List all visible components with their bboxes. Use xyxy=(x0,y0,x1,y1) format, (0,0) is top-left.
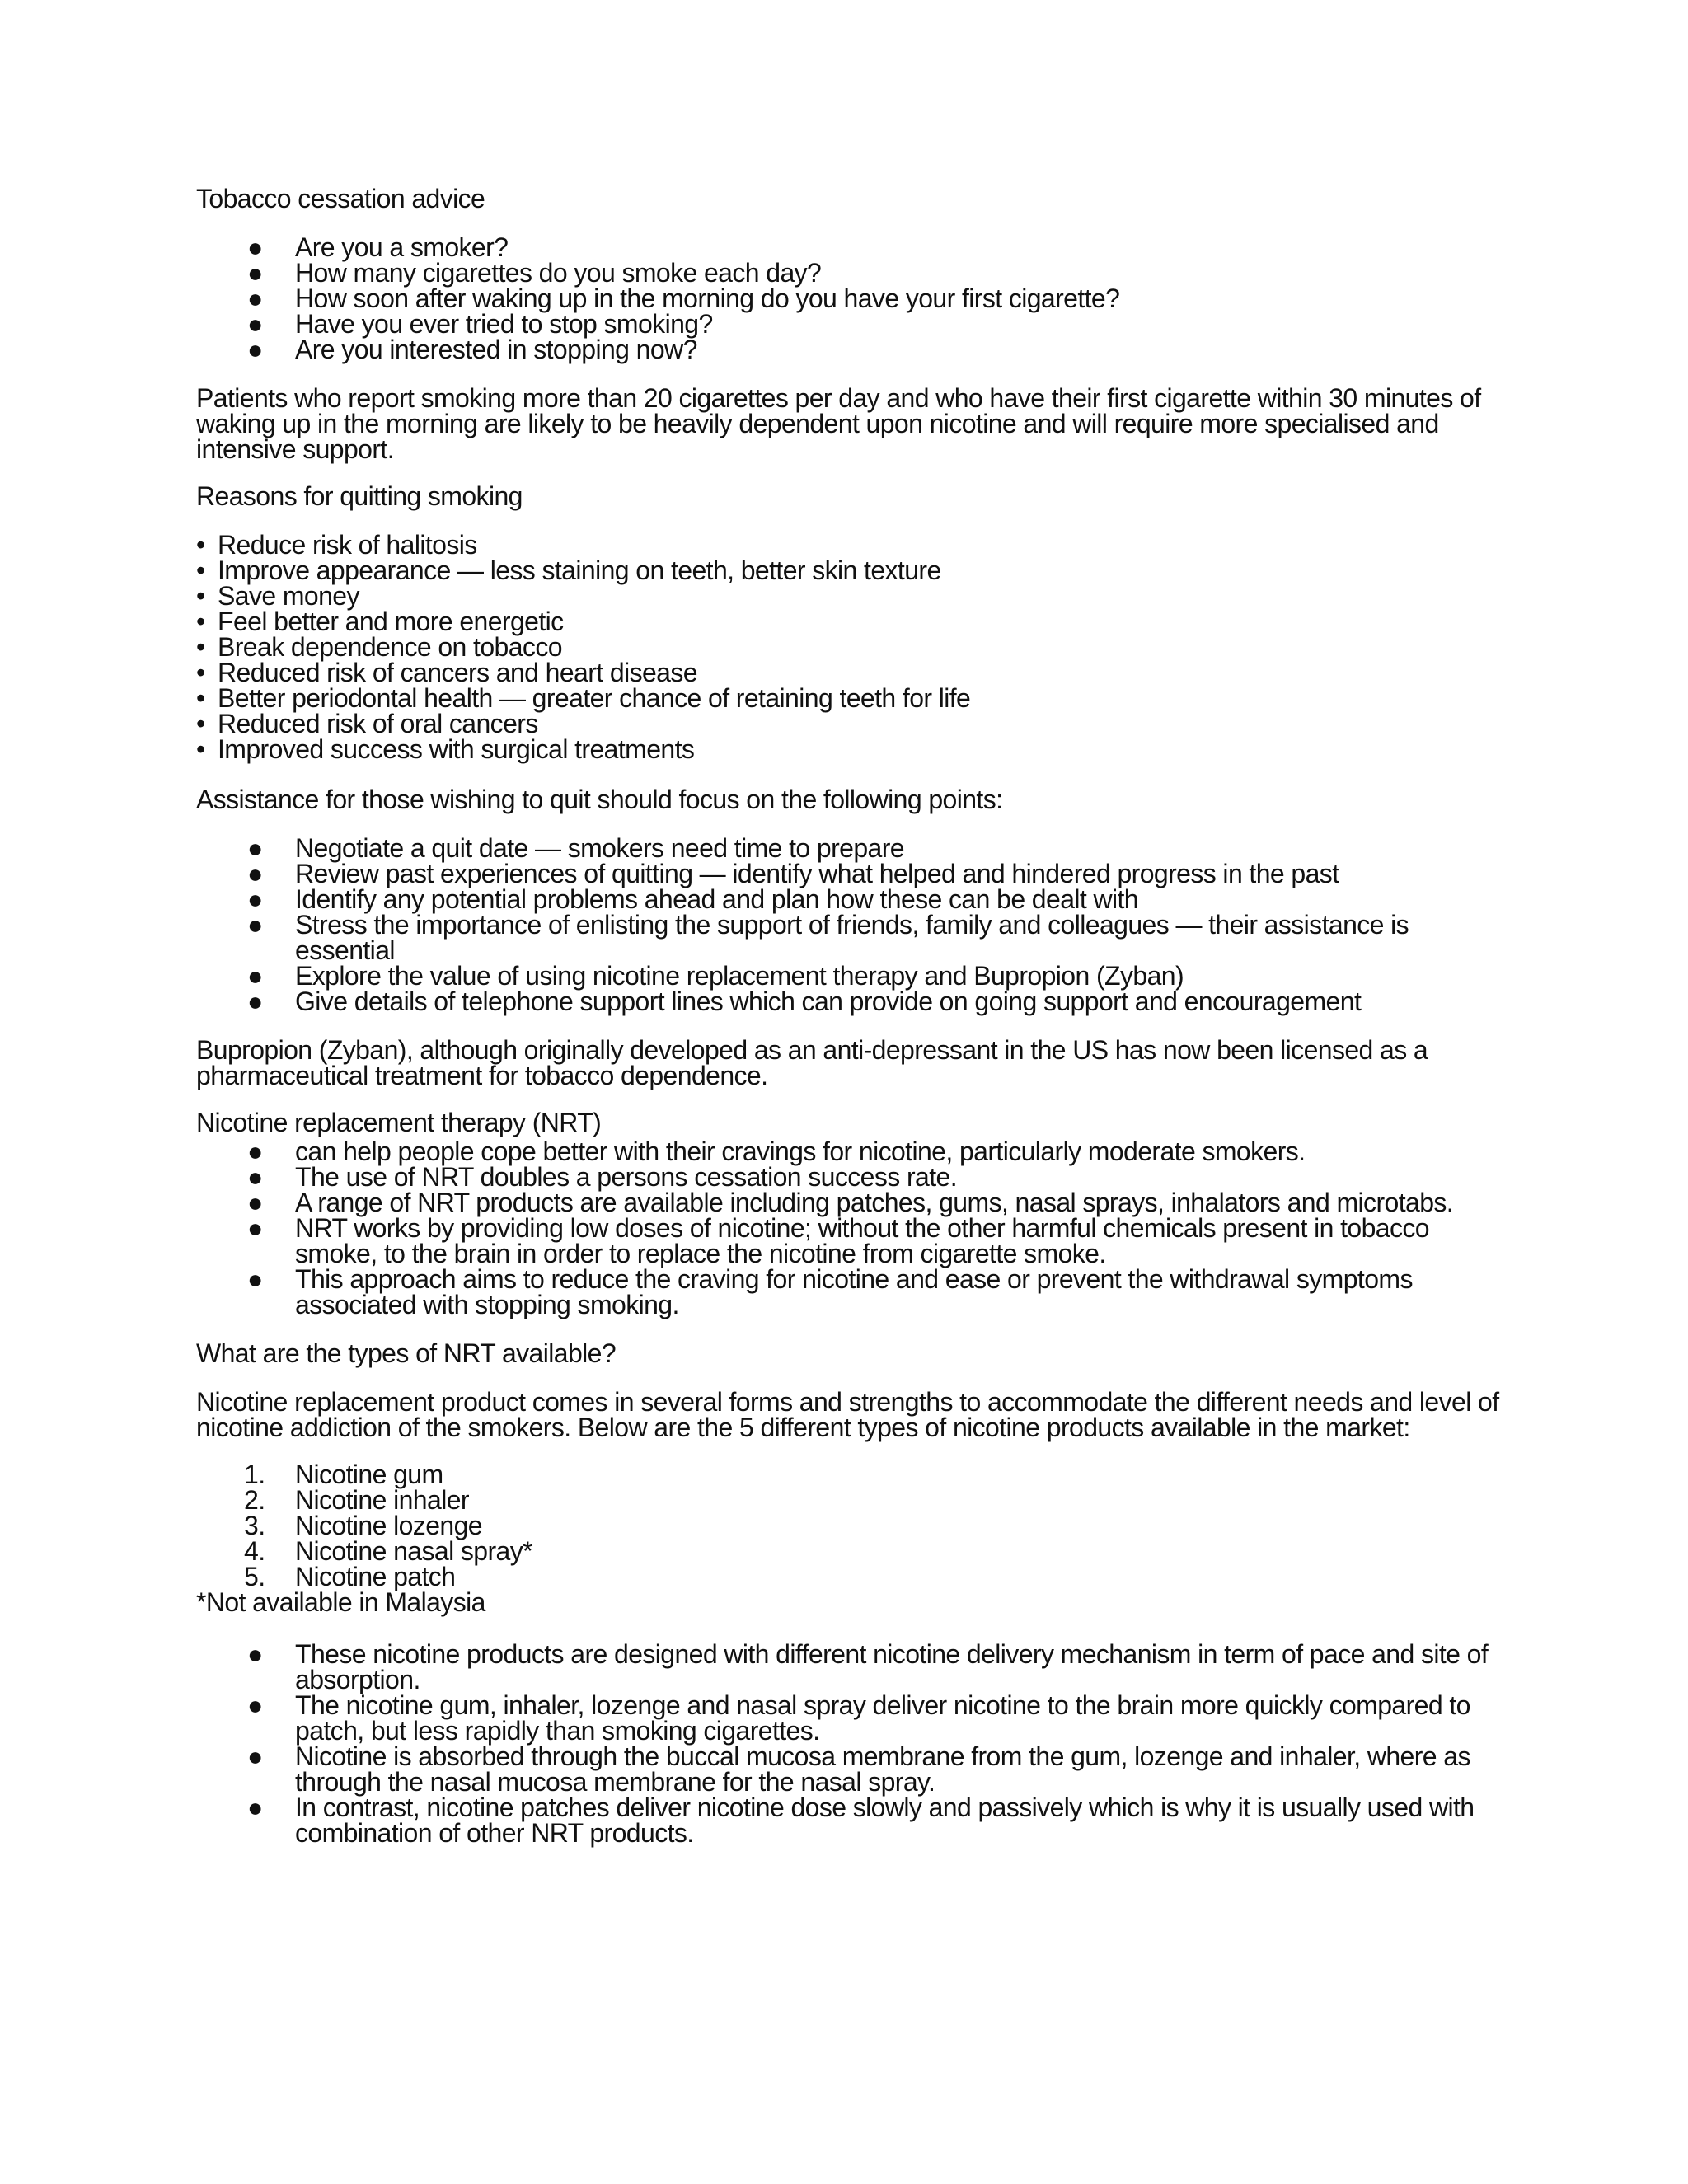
list-item: • Improved success with surgical treatments xyxy=(196,734,695,764)
types-paragraph: Nicotine replacement product comes in several forms and strengths to accommodate the different needs and level of nicotine addiction of the smokers. Below are the 5 different types of nicotine products available in the market: xyxy=(196,1387,1499,1442)
list-item: ● Negotiate a quit date — smokers need time to prepare xyxy=(247,833,905,863)
assistance-list xyxy=(196,833,1515,1016)
nrt-types-list xyxy=(196,1462,1515,1590)
bullet-icon: • xyxy=(196,632,205,662)
bullet-icon: ● xyxy=(247,1264,263,1294)
bullet-icon: • xyxy=(196,555,205,585)
types-question-heading: What are the types of NRT available? xyxy=(196,1338,617,1368)
bullet-icon: ● xyxy=(247,1690,263,1720)
list-item: ● Are you a smoker? xyxy=(247,232,509,262)
list-item: • Save money xyxy=(196,581,359,611)
list-item: ● How soon after waking up in the morning do you have your first cigarette? xyxy=(247,284,1120,313)
bullet-icon: ● xyxy=(247,961,263,991)
bullet-icon: ● xyxy=(247,1741,263,1771)
list-item: ● Review past experiences of quitting — identify what helped and hindered progress in the past xyxy=(247,859,1339,888)
bullet-icon: ● xyxy=(247,1137,263,1166)
list-item: ● Are you interested in stopping now? xyxy=(247,335,697,364)
bullet-icon: ● xyxy=(247,833,263,863)
list-item: 5. Nicotine patch xyxy=(244,1562,456,1591)
list-item: ● In contrast, nicotine patches deliver nicotine dose slowly and passively which is why it is usually used with combination of other NRT products. xyxy=(247,1793,1475,1848)
bullet-icon: ● xyxy=(247,1188,263,1217)
list-item: • Feel better and more energetic xyxy=(196,607,564,636)
list-item: ● Have you ever tried to stop smoking? xyxy=(247,309,713,339)
list-item: ● Nicotine is absorbed through the buccal mucosa membrane from the gum, lozenge and inhaler, where as through the nasal mucosa membrane for the nasal spray. xyxy=(247,1741,1470,1797)
list-item: ● Explore the value of using nicotine replacement therapy and Bupropion (Zyban) xyxy=(247,961,1184,991)
bullet-icon: ● xyxy=(247,232,263,262)
list-item: ● This approach aims to reduce the craving for nicotine and ease or prevent the withdrawal symptoms associated with stopping smoking. xyxy=(247,1264,1413,1319)
bullet-icon: • xyxy=(196,734,205,764)
bullet-icon: ● xyxy=(247,1162,263,1192)
list-item: ● How many cigarettes do you smoke each day? xyxy=(247,258,822,288)
bullet-icon: • xyxy=(196,683,205,713)
list-item: ● Give details of telephone support lines which can provide on going support and encouragement xyxy=(247,987,1362,1016)
bullet-icon: • xyxy=(196,607,205,636)
reasons-list xyxy=(196,532,1515,762)
bullet-icon: ● xyxy=(247,910,263,940)
list-item: • Break dependence on tobacco xyxy=(196,632,562,662)
list-item: 4. Nicotine nasal spray* xyxy=(244,1536,532,1566)
list-item: ● These nicotine products are designed with different nicotine delivery mechanism in term of pace and site of absorption. xyxy=(247,1639,1489,1694)
list-item: ● can help people cope better with their cravings for nicotine, particularly moderate smokers. xyxy=(247,1137,1306,1166)
smoker-questions-list xyxy=(196,232,1515,364)
bullet-icon: ● xyxy=(247,884,263,914)
nrt-heading: Nicotine replacement therapy (NRT) xyxy=(196,1108,602,1137)
document-title: Tobacco cessation advice xyxy=(196,184,485,213)
bupropion-paragraph: Bupropion (Zyban), although originally developed as an anti-depressant in the US has now been licensed as a pharmaceutical treatment for tobacco dependence. xyxy=(196,1035,1428,1090)
nrt-points-list xyxy=(196,1139,1515,1318)
list-item: ● The use of NRT doubles a persons cessation success rate. xyxy=(247,1162,957,1192)
list-item: 1. Nicotine gum xyxy=(244,1460,443,1489)
assistance-heading: Assistance for those wishing to quit should focus on the following points: xyxy=(196,785,1003,814)
bullet-icon: ● xyxy=(247,1639,263,1669)
bullet-icon: • xyxy=(196,658,205,687)
list-item: ● NRT works by providing low doses of nicotine; without the other harmful chemicals present in tobacco smoke, to the brain in order to replace the nicotine from cigarette smoke. xyxy=(247,1213,1429,1268)
reasons-heading: Reasons for quitting smoking xyxy=(196,481,523,511)
bullet-icon: ● xyxy=(247,859,263,888)
bullet-icon: ● xyxy=(247,258,263,288)
list-item: • Reduced risk of oral cancers xyxy=(196,709,538,738)
bullet-icon: • xyxy=(196,530,205,560)
list-item: ● A range of NRT products are available including patches, gums, nasal sprays, inhalators and microtabs. xyxy=(247,1188,1454,1217)
bullet-icon: ● xyxy=(247,284,263,313)
malaysia-footnote: *Not available in Malaysia xyxy=(196,1587,485,1617)
list-item: • Improve appearance — less staining on teeth, better skin texture xyxy=(196,555,941,585)
list-item: • Better periodontal health — greater chance of retaining teeth for life xyxy=(196,683,971,713)
delivery-points-list xyxy=(196,1639,1515,1848)
bullet-icon: • xyxy=(196,581,205,611)
bullet-icon: ● xyxy=(247,1213,263,1243)
bullet-icon: ● xyxy=(247,335,263,364)
bullet-icon: • xyxy=(196,709,205,738)
dependency-paragraph: Patients who report smoking more than 20 cigarettes per day and who have their first cigarette within 30 minutes of waking up in the morning are likely to be heavily dependent upon nicotine and will require more specialised and intensive support. xyxy=(196,383,1481,464)
list-item: ● Stress the importance of enlisting the support of friends, family and colleagues — their assistance is essential xyxy=(247,910,1409,965)
bullet-icon: ● xyxy=(247,987,263,1016)
list-item: • Reduce risk of halitosis xyxy=(196,530,477,560)
list-item: 3. Nicotine lozenge xyxy=(244,1511,482,1540)
list-item: 2. Nicotine inhaler xyxy=(244,1485,469,1515)
bullet-icon: ● xyxy=(247,1793,263,1822)
list-item: ● Identify any potential problems ahead and plan how these can be dealt with xyxy=(247,884,1138,914)
document-page xyxy=(196,186,1515,1869)
list-item: ● The nicotine gum, inhaler, lozenge and nasal spray deliver nicotine to the brain more quickly compared to patch, but less rapidly than smoking cigarettes. xyxy=(247,1690,1470,1746)
list-item: • Reduced risk of cancers and heart disease xyxy=(196,658,697,687)
bullet-icon: ● xyxy=(247,309,263,339)
